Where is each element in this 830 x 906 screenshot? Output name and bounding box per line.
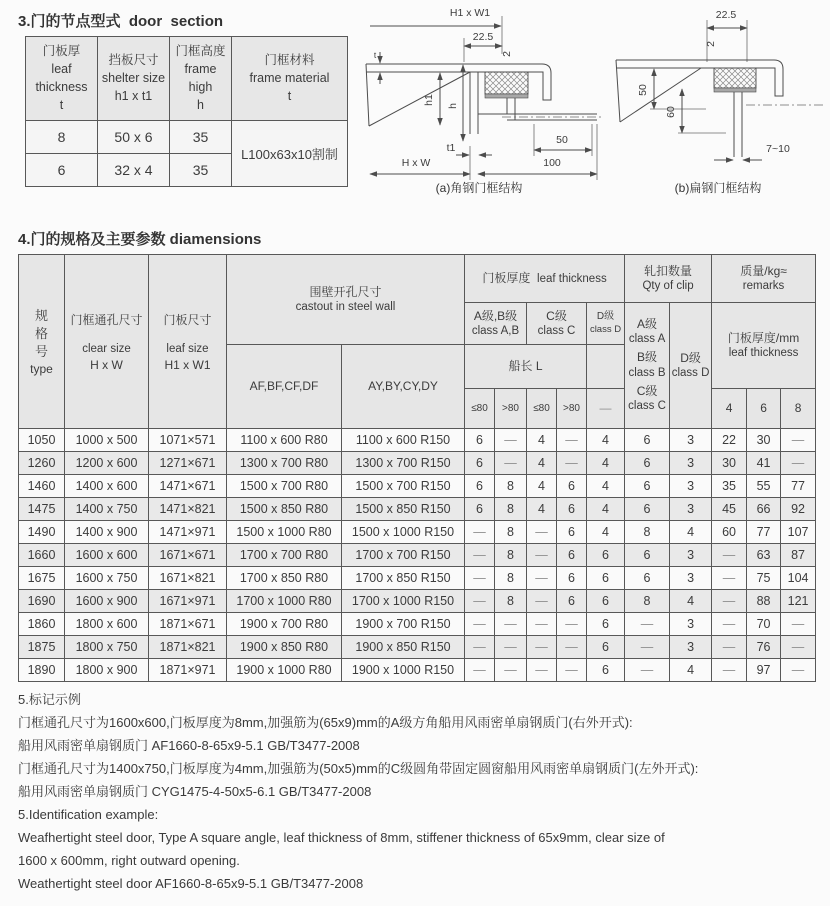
spec-cell: 1671×671	[149, 544, 227, 567]
spec-cell: 75	[747, 567, 781, 590]
spec-cell: 1600 x 750	[65, 567, 149, 590]
spec-table-body	[19, 429, 816, 682]
col-le80-c: ≤80	[527, 389, 557, 429]
spec-cell: —	[557, 452, 587, 475]
spec-cell: 6	[587, 613, 625, 636]
spec-row	[19, 567, 816, 590]
spec-cell: 60	[712, 521, 747, 544]
spec-cell: 3	[670, 613, 712, 636]
spec-row	[19, 429, 816, 452]
note-line: 船用风雨密单扇钢质门 CYG1475-4-50x5-6.1 GB/T3477-2008	[18, 784, 372, 799]
diagram-b-caption: (b)扁钢门框结构	[674, 181, 762, 195]
spec-cell: —	[712, 636, 747, 659]
spec-cell: 88	[747, 590, 781, 613]
dim-7-10-label: 7~10	[766, 143, 790, 155]
spec-cell: —	[557, 429, 587, 452]
spec-cell: —	[495, 452, 527, 475]
spec-cell: 30	[712, 452, 747, 475]
spec-cell: —	[712, 613, 747, 636]
spec-cell: —	[712, 659, 747, 682]
notes	[18, 688, 818, 895]
note-line: Weathertight steel door AF1660-8-65x9-5.1 GB/T3477-2008	[18, 876, 364, 891]
dim-2-label: 2	[705, 41, 717, 47]
spec-cell: 1871×671	[149, 613, 227, 636]
spec-row	[19, 452, 816, 475]
spec-row	[19, 636, 816, 659]
spec-cell: —	[465, 567, 495, 590]
spec-cell: 4	[587, 452, 625, 475]
spec-cell: 3	[670, 429, 712, 452]
note-line: 1600 x 600mm, right outward opening.	[18, 853, 240, 868]
col-class-ab: A级,B级 class A,B	[465, 303, 527, 345]
spec-cell: 6	[625, 429, 670, 452]
col-ship-length: 船长 L	[465, 345, 587, 389]
spec-cell: 1471×971	[149, 521, 227, 544]
spec-cell: 8	[495, 590, 527, 613]
col-mass-group: 质量/kg≈ remarks	[712, 255, 816, 303]
note-line: Weafhertight steel door, Type A square angle, leaf thickness of 8mm, stiffener thickness of 65x9mm, clear size of	[18, 830, 665, 845]
spec-cell: —	[781, 452, 816, 475]
spec-cell: 1700 x 700 R150	[342, 544, 465, 567]
spec-cell: 6	[625, 452, 670, 475]
spec-cell: 8	[625, 521, 670, 544]
spec-cell: —	[527, 521, 557, 544]
spec-cell: —	[495, 429, 527, 452]
spec-cell: 30	[747, 429, 781, 452]
dim-50-label: 50	[637, 84, 649, 96]
col-gt80-c: >80	[557, 389, 587, 429]
spec-cell: 76	[747, 636, 781, 659]
spec-cell: 41	[747, 452, 781, 475]
spec-cell: 3	[670, 498, 712, 521]
spec-cell: 70	[747, 613, 781, 636]
spec-cell: —	[781, 659, 816, 682]
spec-cell: 6	[625, 475, 670, 498]
spec-cell: 35	[712, 475, 747, 498]
header-row-1	[19, 255, 816, 303]
spec-cell: —	[625, 659, 670, 682]
spec-row	[19, 475, 816, 498]
note-line: 5.标记示例	[18, 692, 81, 707]
dim-hxw-label: H x W	[401, 157, 431, 169]
col-clip-abc: A级 class A B级 class B C级 class C	[625, 303, 670, 429]
spec-row	[19, 521, 816, 544]
spec-cell: 1300 x 700 R150	[342, 452, 465, 475]
spec-cell: 1690	[19, 590, 65, 613]
spec-cell: 4	[527, 429, 557, 452]
spec-cell: 1700 x 850 R150	[342, 567, 465, 590]
spec-cell: 6	[587, 636, 625, 659]
col-type: 规格号 type	[19, 255, 65, 429]
spec-cell: 1500 x 850 R150	[342, 498, 465, 521]
spec-cell: 1700 x 1000 R80	[227, 590, 342, 613]
spec-cell: 4	[670, 659, 712, 682]
spec-cell: —	[495, 659, 527, 682]
spec-cell: 1900 x 1000 R80	[227, 659, 342, 682]
col-castout: 围壁开孔尺寸 castout in steel wall	[227, 255, 465, 345]
spec-cell: 1500 x 1000 R80	[227, 521, 342, 544]
col-frame-material: 门框材料 frame material t	[232, 37, 348, 121]
spec-cell: 1900 x 700 R80	[227, 613, 342, 636]
spec-cell: 4	[587, 429, 625, 452]
spec-cell: 6	[557, 567, 587, 590]
spec-cell: —	[712, 544, 747, 567]
dim-h1w1-label: H1 x W1	[449, 7, 491, 19]
spec-cell: 1471×671	[149, 475, 227, 498]
spec-cell: 6	[625, 567, 670, 590]
spec-cell: —	[465, 659, 495, 682]
spec-cell: —	[527, 659, 557, 682]
note-line: 门框通孔尺寸为1400x750,门板厚度为4mm,加强筋为(50x5)mm的C级圆角带固定圆窗船用风雨密单扇钢质门(左外开式):	[18, 761, 699, 776]
spec-cell: 1475	[19, 498, 65, 521]
spec-cell: 1400 x 900	[65, 521, 149, 544]
cell-h: 35	[170, 153, 232, 186]
spec-cell: 1271×671	[149, 452, 227, 475]
col-class-c: C级 class C	[527, 303, 587, 345]
spec-row	[19, 544, 816, 567]
spec-cell: 4	[670, 521, 712, 544]
spec-cell: 66	[747, 498, 781, 521]
spec-cell: 6	[587, 544, 625, 567]
spec-cell: 6	[587, 567, 625, 590]
spec-cell: 6	[465, 452, 495, 475]
spec-cell: 121	[781, 590, 816, 613]
spec-row	[19, 613, 816, 636]
spec-cell: 1000 x 500	[65, 429, 149, 452]
col-mass-8: 8	[781, 389, 816, 429]
col-clip-d: D级 class D	[670, 303, 712, 429]
spec-cell: 55	[747, 475, 781, 498]
col-mass-6: 6	[747, 389, 781, 429]
spec-cell: 1100 x 600 R150	[342, 429, 465, 452]
spec-cell: 1400 x 750	[65, 498, 149, 521]
spec-cell: 4	[527, 475, 557, 498]
section4-title: 4.门的规格及主要参数 diamensions	[18, 231, 262, 248]
spec-cell: —	[781, 613, 816, 636]
cell-h: 35	[170, 120, 232, 153]
spec-cell: 1860	[19, 613, 65, 636]
spec-cell: —	[557, 659, 587, 682]
spec-cell: 4	[587, 498, 625, 521]
spec-cell: 107	[781, 521, 816, 544]
door-section-row	[26, 120, 348, 153]
col-shelter-size: 挡板尺寸 shelter size h1 x t1	[98, 37, 170, 121]
spec-cell: 1890	[19, 659, 65, 682]
spec-cell: 8	[495, 498, 527, 521]
spec-cell: 1800 x 750	[65, 636, 149, 659]
spec-cell: 6	[625, 498, 670, 521]
cell-shelter: 32 x 4	[98, 153, 170, 186]
dim-22-5-label: 22.5	[715, 9, 737, 21]
spec-cell: 1660	[19, 544, 65, 567]
spec-cell: 1900 x 1000 R150	[342, 659, 465, 682]
door-frame-diagram-a	[352, 2, 606, 196]
spec-cell: —	[495, 613, 527, 636]
spec-table	[18, 254, 816, 682]
note-line: 5.Identification example:	[18, 807, 159, 822]
cell-shelter: 50 x 6	[98, 120, 170, 153]
spec-cell: 104	[781, 567, 816, 590]
spec-cell: 3	[670, 636, 712, 659]
dim-50-label: 50	[556, 134, 568, 146]
spec-cell: 1900 x 850 R80	[227, 636, 342, 659]
spec-cell: 1700 x 850 R80	[227, 567, 342, 590]
spec-cell: —	[465, 521, 495, 544]
col-leaf-size: 门板尺寸 leaf size H1 x W1	[149, 255, 227, 429]
spec-row	[19, 659, 816, 682]
spec-cell: —	[557, 613, 587, 636]
spec-cell: 1460	[19, 475, 65, 498]
spec-cell: 1871×821	[149, 636, 227, 659]
spec-cell: 6	[557, 498, 587, 521]
col-mass-4: 4	[712, 389, 747, 429]
dim-2-label: 2	[501, 51, 513, 57]
spec-cell: 1500 x 700 R150	[342, 475, 465, 498]
spec-cell: 4	[587, 475, 625, 498]
col-leaf-thickness-group: 门板厚度 leaf thickness	[465, 255, 625, 303]
spec-cell: 8	[495, 544, 527, 567]
spec-cell: 3	[670, 544, 712, 567]
spec-cell: 8	[625, 590, 670, 613]
col-class-d: D级 class D	[587, 303, 625, 345]
spec-cell: 4	[670, 590, 712, 613]
spec-cell: 3	[670, 452, 712, 475]
dim-t1-label: t1	[446, 142, 456, 154]
col-clear-size: 门框通孔尺寸 clear size H x W	[65, 255, 149, 429]
spec-cell: 77	[781, 475, 816, 498]
spec-cell: —	[465, 636, 495, 659]
col-mass-sub: 门板厚度/mm leaf thickness	[712, 303, 816, 389]
spec-cell: 6	[587, 659, 625, 682]
col-class-d-dash: —	[587, 389, 625, 429]
note-line: 门框通孔尺寸为1600x600,门板厚度为8mm,加强筋为(65x9)mm的A级方角船用风雨密单扇钢质门(右外开式):	[18, 715, 633, 730]
spec-cell: —	[781, 429, 816, 452]
col-class-d-blank	[587, 345, 625, 389]
col-qty-clip-group: 轧扣数量 Qty of clip	[625, 255, 712, 303]
spec-cell: 8	[495, 567, 527, 590]
cell-material: L100x63x10割制	[232, 120, 348, 186]
col-castout-f: AF,BF,CF,DF	[227, 345, 342, 429]
col-frame-high: 门框高度 frame high h	[170, 37, 232, 121]
dim-22-5-label: 22.5	[472, 31, 494, 43]
spec-cell: 6	[465, 475, 495, 498]
door-section-header-row	[26, 37, 348, 121]
section3-title: 3.门的节点型式 door section	[18, 13, 224, 30]
spec-cell: 63	[747, 544, 781, 567]
diagram-a-caption: (a)角钢门框结构	[435, 181, 523, 195]
spec-cell: 6	[557, 475, 587, 498]
spec-cell: 6	[625, 544, 670, 567]
dim-h-label: h	[447, 103, 459, 109]
spec-cell: —	[527, 590, 557, 613]
spec-cell: 1600 x 900	[65, 590, 149, 613]
spec-cell: —	[527, 544, 557, 567]
spec-cell: 1875	[19, 636, 65, 659]
note-line: 船用风雨密单扇钢质门 AF1660-8-65x9-5.1 GB/T3477-2008	[18, 738, 360, 753]
spec-cell: 1800 x 600	[65, 613, 149, 636]
spec-cell: 87	[781, 544, 816, 567]
dim-t-label: t	[373, 50, 377, 60]
spec-cell: 1500 x 700 R80	[227, 475, 342, 498]
dim-h1-label: h1	[423, 94, 435, 106]
spec-cell: 1900 x 700 R150	[342, 613, 465, 636]
spec-cell: 77	[747, 521, 781, 544]
spec-cell: 1600 x 600	[65, 544, 149, 567]
spec-cell: 1490	[19, 521, 65, 544]
spec-cell: 22	[712, 429, 747, 452]
spec-cell: 1100 x 600 R80	[227, 429, 342, 452]
col-le80-ab: ≤80	[465, 389, 495, 429]
spec-cell: 1900 x 850 R150	[342, 636, 465, 659]
spec-cell: —	[557, 636, 587, 659]
spec-cell: 1400 x 600	[65, 475, 149, 498]
spec-cell: 45	[712, 498, 747, 521]
col-castout-y: AY,BY,CY,DY	[342, 345, 465, 429]
dim-60-label: 60	[665, 106, 677, 118]
spec-cell: 1700 x 700 R80	[227, 544, 342, 567]
spec-cell: —	[712, 590, 747, 613]
col-leaf-thickness: 门板厚 leaf thickness t	[26, 37, 98, 121]
spec-cell: 1800 x 900	[65, 659, 149, 682]
spec-cell: 1200 x 600	[65, 452, 149, 475]
spec-cell: 1671×821	[149, 567, 227, 590]
spec-cell: —	[465, 613, 495, 636]
spec-row	[19, 590, 816, 613]
door-section-table	[25, 36, 348, 187]
spec-cell: 8	[495, 475, 527, 498]
spec-cell: 1700 x 1000 R150	[342, 590, 465, 613]
spec-cell: 4	[587, 521, 625, 544]
spec-cell: 8	[495, 521, 527, 544]
spec-cell: 6	[465, 498, 495, 521]
dim-100-label: 100	[543, 157, 561, 169]
cell-t: 8	[26, 120, 98, 153]
spec-cell: 6	[557, 521, 587, 544]
spec-cell: —	[465, 544, 495, 567]
spec-cell: —	[712, 567, 747, 590]
spec-cell: 1260	[19, 452, 65, 475]
spec-cell: —	[781, 636, 816, 659]
spec-cell: 3	[670, 567, 712, 590]
cell-t: 6	[26, 153, 98, 186]
spec-row	[19, 498, 816, 521]
spec-cell: 97	[747, 659, 781, 682]
spec-cell: —	[495, 636, 527, 659]
spec-cell: —	[625, 636, 670, 659]
spec-cell: —	[527, 636, 557, 659]
spec-cell: 6	[557, 544, 587, 567]
spec-cell: 4	[527, 498, 557, 521]
spec-cell: —	[527, 613, 557, 636]
spec-cell: 1675	[19, 567, 65, 590]
spec-cell: —	[465, 590, 495, 613]
spec-cell: —	[625, 613, 670, 636]
spec-cell: 1671×971	[149, 590, 227, 613]
spec-cell: 6	[587, 590, 625, 613]
spec-cell: 3	[670, 475, 712, 498]
spec-cell: 1500 x 1000 R150	[342, 521, 465, 544]
col-gt80-ab: >80	[495, 389, 527, 429]
spec-cell: 1471×821	[149, 498, 227, 521]
spec-cell: 4	[527, 452, 557, 475]
spec-cell: 6	[557, 590, 587, 613]
spec-cell: 1500 x 850 R80	[227, 498, 342, 521]
spec-cell: 6	[465, 429, 495, 452]
spec-cell: 1071×571	[149, 429, 227, 452]
spec-cell: —	[527, 567, 557, 590]
spec-cell: 92	[781, 498, 816, 521]
spec-cell: 1300 x 700 R80	[227, 452, 342, 475]
spec-cell: 1871×971	[149, 659, 227, 682]
door-frame-diagram-b	[606, 2, 830, 196]
spec-cell: 1050	[19, 429, 65, 452]
